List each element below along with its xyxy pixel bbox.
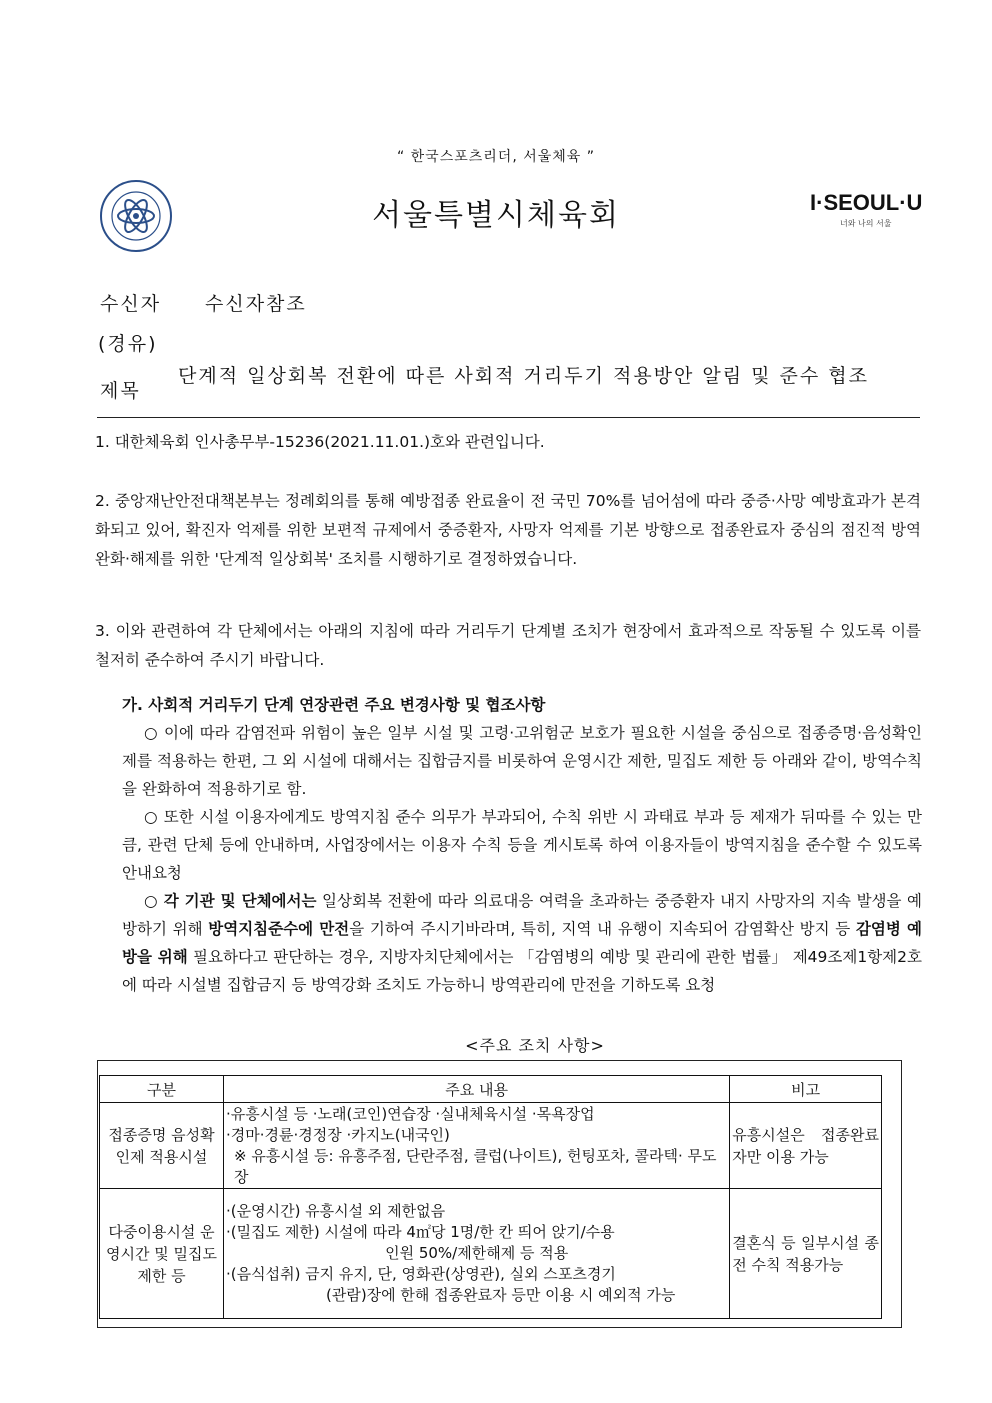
seoul-logo-text: I·SEOUL·U (810, 190, 923, 215)
recipient-label: 수신자 (100, 293, 162, 315)
table-row (100, 1103, 882, 1189)
table-caption: <주요 조치 사항> (465, 1036, 605, 1055)
row-note: 결혼식 등 일부시설 종전 수칙 적용가능 (730, 1189, 882, 1319)
header-category: 구분 (100, 1076, 224, 1103)
row-note: 유흥시설은 접종완료자만 이용 가능 (730, 1103, 882, 1189)
row-category: 다중이용시설 운영시간 및 밀집도 제한 등 (100, 1189, 224, 1319)
seoul-logo (810, 190, 923, 238)
seoul-logo-subtext: 너와 나의 서울 (840, 219, 892, 228)
measures-table (99, 1075, 882, 1319)
row-category: 접종증명 음성확인제 적용시설 (100, 1103, 224, 1189)
paragraph-1: 1. 대한체육회 인사총무부-15236(2021.11.01.)호와 관련입니다. (95, 433, 545, 451)
paragraph-2: 2. 중앙재난안전대책본부는 정례회의를 통해 예방접종 완료율이 전 국민 70%를 넘어섬에 따라 중증·사망 예방효과가 본격화되고 있어, 확진자 억제를 위한 보편적 규제에서 중증환자, 사망자 억제를 기본 방향으로 접종완료자 중심의 점진적 방역 완화·해제를 위한 '단계적 일상회복' 조치를 시행하기로 결정하였습니다. (95, 492, 921, 568)
header-divider (97, 417, 920, 418)
header-note: 비고 (730, 1076, 882, 1103)
paragraph-3: 3. 이와 관련하여 각 단체에서는 아래의 지침에 따라 거리두기 단계별 조치가 현장에서 효과적으로 작동될 수 있도록 이를 철저히 준수하여 주시기 바랍니다. (95, 622, 921, 669)
section-title: 가. 사회적 거리두기 단계 연장관련 주요 변경사항 및 협조사항 (122, 696, 546, 714)
organization-title: 서울특별시체육회 (372, 198, 620, 233)
section-item-3: ○ 각 기관 및 단체에서는 일상회복 전환에 따라 의료대응 여력을 초과하는 중증환자 내지 사망자의 지속 발생을 예방하기 위해 방역지침준수에 만전을 기하여 주시기바라며, 특히, 지역 내 유행이 지속되어 감염확산 방지 등 감염병 예방을 위해 필요하다고 판단하는 경우, 지방자치단체에서는 「감염병의 예방 및 관리에 관한 법률」 제49조제1항제2호에 따라 시설별 집합금지 등 방역강화 조치도 가능하니 방역관리에 만전을 기하도록 요청 (122, 892, 923, 994)
table-row (100, 1189, 882, 1319)
via-label: (경유) (98, 333, 158, 355)
row-content: ·유흥시설 등 ·노래(코인)연습장 ·실내체육시설 ·목욕장업 ·경마·경륜·경정장 ·카지노(내국인) ※ 유흥시설 등: 유흥주점, 단란주점, 클럽(나이트), 헌팅포차, 콜라텍· 무도장 (223, 1103, 729, 1189)
subject-value: 단계적 일상회복 전환에 따른 사회적 거리두기 적용방안 알림 및 준수 협조 (178, 365, 870, 387)
slogan: “ 한국스포츠리더, 서울체육 ” (396, 149, 596, 165)
table-header-row (100, 1076, 882, 1103)
row-content: ·(운영시간) 유흥시설 외 제한없음 ·(밀집도 제한) 시설에 따라 4㎡당 1명/한 칸 띄어 앉기/수용 인원 50%/제한해제 등 적용 ·(음식섭취) 금지 유지, 단, 영화관(상영관), 실외 스포츠경기 (관람)장에 한해 접종완료자 등만 이용 시 예외적 가능 (223, 1189, 729, 1319)
recipient-value: 수신자참조 (205, 293, 307, 315)
section-ga (122, 691, 922, 999)
section-item-1: ○ 이에 따라 감염전파 위험이 높은 일부 시설 및 고령·고위험군 보호가 필요한 시설을 중심으로 접종증명·음성확인제를 적용하는 한편, 그 외 시설에 대해서는 집합금지를 비롯하여 운영시간 제한, 밀집도 제한 등 아래와 같이, 방역수칙을 완화하여 적용하기로 함. (122, 724, 922, 798)
header-content: 주요 내용 (223, 1076, 729, 1103)
subject-label: 제목 (100, 380, 141, 402)
section-item-2: ○ 또한 시설 이용자에게도 방역지침 준수 의무가 부과되어, 수칙 위반 시 과태료 부과 등 제재가 뒤따를 수 있는 만큼, 관련 단체 등에 안내하며, 사업장에서는 이용자 수칙 등을 게시토록 하여 이용자들이 방역지침을 준수할 수 있도록 안내요청 (122, 808, 922, 882)
